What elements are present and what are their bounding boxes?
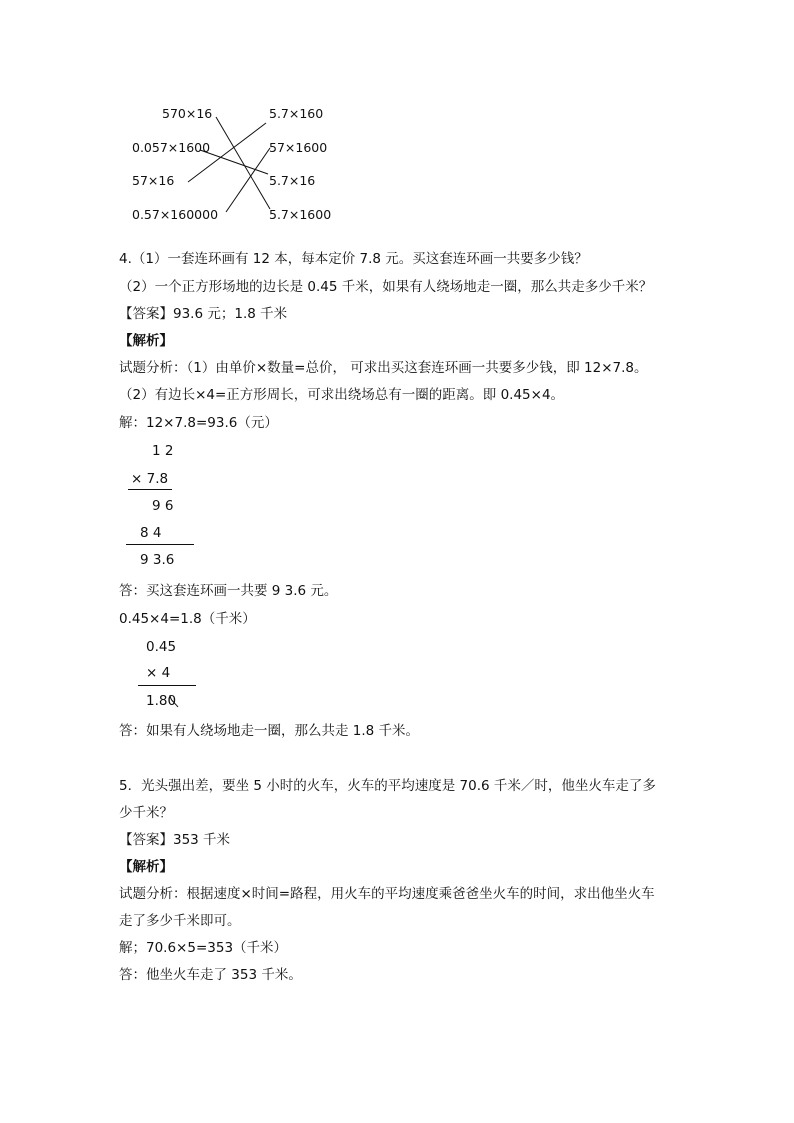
analysis-text: 走了多少千米即可。	[119, 913, 241, 929]
solution-line: 0.45×4=1.8（千米）	[119, 611, 256, 627]
reply-line: 答：他坐火车走了 353 千米。	[119, 967, 302, 983]
calc-operand: 1 2	[152, 443, 174, 459]
calc-multiplier: × 7.8	[131, 471, 169, 487]
analysis-text: （2）有边长×4=正方形周长，可求出绕场总有一圈的距离。即 0.45×4。	[119, 387, 565, 403]
left-expr: 0.57×160000	[132, 207, 219, 222]
analysis-text: 试题分析：根据速度×时间=路程，用火车的平均速度乘爸爸坐火车的时间，求出他坐火车	[119, 886, 655, 902]
answer-line: 【答案】93.6 元；1.8 千米	[119, 306, 288, 322]
calc-operand: 0.45	[146, 639, 177, 655]
right-expr: 5.7×16	[269, 173, 316, 188]
answer-line: 【答案】353 千米	[119, 832, 231, 848]
analysis-heading: 【解析】	[119, 859, 173, 875]
question-5: 5．光头强出差，要坐 5 小时的火车，火车的平均速度是 70.6 千米／时，他坐火车走了多	[119, 778, 656, 794]
analysis-heading: 【解析】	[119, 333, 173, 349]
left-expr: 570×16	[162, 106, 213, 121]
solution-line: 解：12×7.8=93.6（元）	[119, 415, 278, 431]
calc-partial: 8 4	[140, 525, 162, 541]
calc-result: 1.80	[146, 693, 177, 709]
cursor-mark-icon	[168, 694, 180, 708]
solution-line: 解；70.6×5=353（千米）	[119, 940, 288, 956]
reply-line: 答：如果有人绕场地走一圈，那么共走 1.8 千米。	[119, 723, 420, 739]
calc-rule	[128, 489, 172, 490]
question-4-part-2: （2）一个正方形场地的边长是 0.45 千米，如果有人绕场地走一圈，那么共走多少千米？	[119, 279, 653, 295]
question-4-part-1: 4.（1）一套连环画有 12 本，每本定价 7.8 元。买这套连环画一共要多少钱？	[119, 251, 588, 267]
question-5-cont: 少千米？	[119, 805, 173, 821]
matching-lines	[0, 0, 794, 240]
calc-multiplier: × 4	[146, 665, 171, 681]
left-expr: 57×16	[132, 173, 175, 188]
reply-line: 答：买这套连环画一共要 9 3.6 元。	[119, 583, 338, 599]
calc-rule	[138, 685, 196, 686]
right-expr: 5.7×160	[269, 106, 324, 121]
calc-result: 9 3.6	[140, 552, 175, 568]
calc-partial: 9 6	[152, 498, 174, 514]
analysis-text: 试题分析：（1）由单价×数量=总价， 可求出买这套连环画一共要多少钱，即 12×7.8。	[119, 360, 648, 376]
calc-rule	[126, 544, 194, 545]
right-expr: 57×1600	[269, 140, 328, 155]
right-expr: 5.7×1600	[269, 207, 332, 222]
left-expr: 0.057×1600	[132, 140, 211, 155]
